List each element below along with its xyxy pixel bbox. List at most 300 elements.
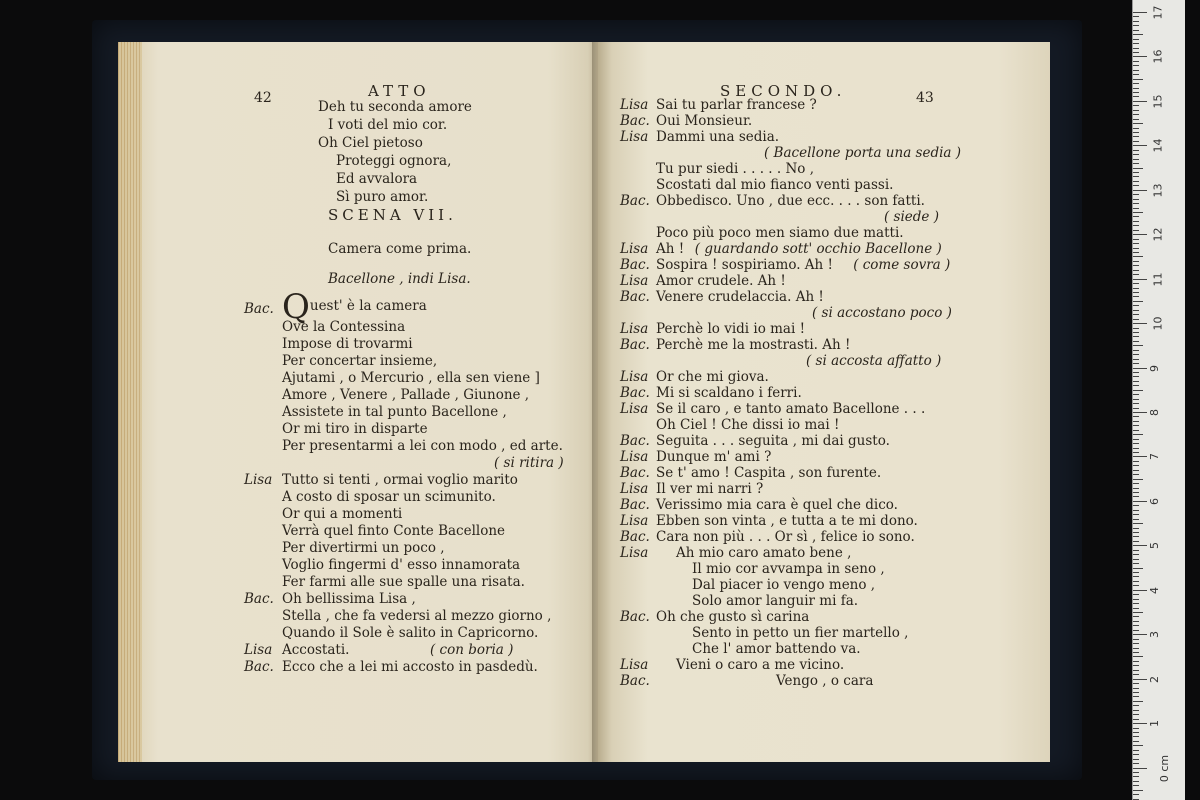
ruler-label: 4 — [1148, 586, 1161, 594]
ruler-tick — [1133, 292, 1139, 293]
ruler-tick — [1133, 239, 1139, 240]
ruler-tick — [1133, 61, 1139, 62]
ruler-label: 15 — [1151, 94, 1165, 109]
ruler-tick — [1133, 43, 1139, 44]
ruler-tick — [1133, 110, 1139, 111]
ruler-tick — [1133, 648, 1139, 649]
dialogue-line: Oh che gusto sì carina — [656, 609, 810, 625]
speaker-name: Lisa — [244, 642, 273, 658]
ruler-tick — [1133, 323, 1147, 324]
ruler-tick — [1133, 288, 1139, 289]
ruler-tick — [1133, 381, 1139, 382]
ruler-tick — [1133, 683, 1139, 684]
dialogue-line: Oui Monsieur. — [656, 113, 753, 129]
speaker-name: Lisa — [620, 241, 649, 257]
ruler-tick — [1133, 554, 1139, 555]
ruler-tick — [1133, 528, 1139, 529]
speaker-name: Lisa — [620, 657, 649, 673]
ruler-tick — [1133, 416, 1139, 417]
ruler-tick — [1133, 301, 1143, 302]
speaker-name: Lisa — [620, 545, 649, 561]
ruler-tick — [1133, 39, 1139, 40]
dialogue-line: Per concertar insieme, — [282, 353, 438, 369]
dialogue-line: Amor crudele. Ah ! — [656, 273, 786, 289]
ruler-tick — [1133, 643, 1139, 644]
ruler-tick — [1133, 274, 1139, 275]
dialogue-line: Or mi tiro in disparte — [282, 421, 428, 437]
ruler-tick — [1133, 403, 1139, 404]
ruler-tick — [1133, 439, 1139, 440]
ruler-tick — [1133, 474, 1139, 475]
dialogue-line: Per presentarmi a lei con modo , ed arte. — [282, 438, 563, 454]
ruler-tick — [1133, 483, 1139, 484]
ruler-tick — [1133, 363, 1139, 364]
ruler-tick — [1133, 128, 1139, 129]
ruler-tick — [1133, 412, 1147, 413]
ruler-tick — [1133, 328, 1139, 329]
page-number: 43 — [916, 90, 934, 106]
stage-direction: ( guardando sott' occhio Bacellone ) — [694, 241, 942, 257]
ruler-tick — [1133, 21, 1139, 22]
ruler-tick — [1133, 736, 1139, 737]
speaker-name: Lisa — [620, 401, 649, 417]
dialogue-line: Or che mi giova. — [656, 369, 769, 385]
ruler-label: 16 — [1151, 49, 1165, 64]
stage-direction: ( si accosta affatto ) — [806, 353, 942, 369]
ruler-tick — [1133, 639, 1139, 640]
speaker-name: Bac. — [244, 591, 274, 607]
ruler-tick — [1133, 70, 1139, 71]
ruler-label: 0 cm — [1158, 754, 1172, 782]
ruler-tick — [1133, 599, 1139, 600]
ruler-tick — [1133, 354, 1139, 355]
ruler-tick — [1133, 372, 1139, 373]
ruler-tick — [1133, 772, 1139, 773]
ruler-label: 6 — [1148, 497, 1161, 505]
ruler-tick — [1133, 96, 1139, 97]
dialogue-line: Seguita . . . seguita , mi dai gusto. — [656, 433, 890, 449]
dialogue-line: Impose di trovarmi — [282, 336, 413, 352]
ruler-tick — [1133, 74, 1139, 75]
ruler-label: 11 — [1151, 272, 1165, 287]
ruler-tick — [1133, 430, 1139, 431]
ruler-tick — [1133, 661, 1139, 662]
ruler-tick — [1133, 608, 1139, 609]
ruler-tick — [1133, 305, 1139, 306]
ruler-tick — [1133, 785, 1139, 786]
dialogue-line: Solo amor languir mi fa. — [692, 593, 859, 609]
dialogue-line: Voglio fingermi d' esso innamorata — [282, 557, 521, 573]
ruler-tick — [1133, 79, 1143, 80]
ruler-tick — [1133, 594, 1139, 595]
ruler-tick — [1133, 470, 1139, 471]
dialogue-line: Ecco che a lei mi accosto in pasdedù. — [282, 659, 538, 675]
ruler-tick — [1133, 221, 1139, 222]
page-edges — [118, 42, 142, 762]
ruler-tick — [1133, 679, 1147, 680]
speaker-name: Lisa — [620, 369, 649, 385]
ruler-tick — [1133, 341, 1139, 342]
speaker-name: Lisa — [244, 472, 273, 488]
ruler-tick — [1133, 768, 1147, 769]
dialogue-line: Oh bellissima Lisa , — [282, 591, 416, 607]
ruler-tick — [1133, 199, 1139, 200]
ruler-tick — [1133, 674, 1139, 675]
ruler-tick — [1133, 154, 1139, 155]
ruler-tick — [1133, 559, 1139, 560]
scene-characters: Bacellone , indi Lisa. — [328, 271, 471, 287]
ruler-tick — [1133, 505, 1139, 506]
verse-line: Sì puro amor. — [336, 189, 429, 205]
dialogue-line: Amore , Venere , Pallade , Giunone , — [282, 387, 530, 403]
ruler-tick — [1133, 603, 1139, 604]
ruler-tick — [1133, 394, 1139, 395]
ruler-tick — [1133, 52, 1139, 53]
speaker-name: Bac. — [244, 301, 274, 317]
ruler-tick — [1133, 421, 1139, 422]
ruler-tick — [1133, 16, 1139, 17]
dialogue-line: Sai tu parlar francese ? — [656, 97, 817, 113]
ruler-tick — [1133, 114, 1139, 115]
ruler-tick — [1133, 465, 1139, 466]
speaker-name: Bac. — [620, 337, 650, 353]
ruler-tick — [1133, 652, 1139, 653]
ruler-tick — [1133, 754, 1139, 755]
ruler-tick — [1133, 176, 1139, 177]
ruler-tick — [1133, 581, 1139, 582]
ruler-tick — [1133, 132, 1139, 133]
dialogue-line: Sospira ! sospiriamo. Ah ! — [656, 257, 833, 273]
ruler-tick — [1133, 479, 1143, 480]
ruler-label: 10 — [1151, 316, 1165, 331]
dialogue-line: Verissimo mia cara è quel che dico. — [656, 497, 898, 513]
dialogue-line: Ebben son vinta , e tutta a te mi dono. — [656, 513, 918, 529]
ruler-tick — [1133, 234, 1147, 235]
verse-line: I voti del mio cor. — [328, 117, 448, 133]
ruler-tick — [1133, 510, 1139, 511]
dialogue-line: Il mio cor avvampa in seno , — [692, 561, 885, 577]
dialogue-line: Assistete in tal punto Bacellone , — [282, 404, 507, 420]
stage-direction: ( si accostano poco ) — [812, 305, 952, 321]
ruler-tick — [1133, 625, 1139, 626]
ruler-tick — [1133, 185, 1139, 186]
ruler-tick — [1133, 350, 1139, 351]
ruler-tick — [1133, 123, 1143, 124]
speaker-name: Bac. — [244, 659, 274, 675]
drop-capital: Q — [282, 287, 310, 327]
dialogue-line: Se t' amo ! Caspita , son furente. — [656, 465, 882, 481]
ruler-tick — [1133, 314, 1139, 315]
ruler-tick — [1133, 696, 1139, 697]
ruler-tick — [1133, 88, 1139, 89]
stage-direction: ( con boria ) — [430, 642, 514, 658]
dialogue-line: Ove la Contessina — [282, 319, 406, 335]
ruler-tick — [1133, 732, 1139, 733]
ruler-tick — [1133, 194, 1139, 195]
page-number: 42 — [254, 90, 272, 106]
ruler-tick — [1133, 408, 1139, 409]
ruler-tick — [1133, 12, 1147, 13]
ruler-tick — [1133, 763, 1139, 764]
ruler-tick — [1133, 225, 1139, 226]
ruler-label: 5 — [1148, 542, 1161, 550]
dialogue-line: Se il caro , e tanto amato Bacellone . . . — [656, 401, 926, 417]
ruler-tick — [1133, 159, 1139, 160]
ruler-tick — [1133, 425, 1139, 426]
dialogue-line: Sento in petto un fier martello , — [692, 625, 909, 641]
dialogue-line: Perchè lo vidi io mai ! — [656, 321, 806, 337]
ruler-tick — [1133, 212, 1143, 213]
ruler-label: 7 — [1148, 453, 1161, 461]
ruler-tick — [1133, 621, 1139, 622]
speaker-name: Bac. — [620, 609, 650, 625]
ruler-tick — [1133, 25, 1139, 26]
right-page — [598, 42, 1050, 762]
scene-heading: SCENA VII. — [328, 206, 457, 224]
ruler-label: 17 — [1151, 5, 1165, 20]
stage-direction: ( siede ) — [884, 209, 939, 225]
ruler-tick — [1133, 794, 1139, 795]
stage-direction: ( Bacellone porta una sedia ) — [764, 145, 962, 161]
ruler-tick — [1133, 501, 1147, 502]
ruler-tick — [1133, 248, 1139, 249]
speaker-name: Bac. — [620, 257, 650, 273]
ruler-tick — [1133, 34, 1143, 35]
ruler-tick — [1133, 576, 1139, 577]
ruler-tick — [1133, 563, 1139, 564]
dialogue-line: Dammi una sedia. — [656, 129, 780, 145]
dialogue-line: Accostati. — [282, 642, 350, 658]
dialogue-line: Il ver mi narri ? — [656, 481, 764, 497]
dialogue-line: Vieni o caro a me vicino. — [676, 657, 845, 673]
stage-direction: ( come sovra ) — [853, 257, 951, 273]
speaker-name: Lisa — [620, 481, 649, 497]
speaker-name: Bac. — [620, 673, 650, 689]
ruler-tick — [1133, 728, 1139, 729]
dialogue-line: Venere crudelaccia. Ah ! — [656, 289, 824, 305]
dialogue-line: Ajutami , o Mercurio , ella sen viene ] — [282, 370, 540, 386]
speaker-name: Bac. — [620, 529, 650, 545]
ruler-label: 12 — [1151, 227, 1165, 242]
ruler-tick — [1133, 701, 1143, 702]
ruler-tick — [1133, 163, 1139, 164]
dialogue-line: Verrà quel finto Conte Bacellone — [282, 523, 506, 539]
ruler-tick — [1133, 568, 1143, 569]
ruler-tick — [1133, 119, 1139, 120]
left-page — [118, 42, 600, 762]
dialogue-line: Ah ! — [656, 241, 685, 257]
dialogue-line: Tu pur siedi . . . . . No , — [656, 161, 814, 177]
dialogue-line: Vengo , o cara — [776, 673, 874, 689]
ruler-tick — [1133, 279, 1147, 280]
measurement-ruler — [1132, 0, 1185, 800]
ruler-tick — [1133, 230, 1139, 231]
ruler-tick — [1133, 150, 1139, 151]
ruler-tick — [1133, 461, 1139, 462]
ruler-tick — [1133, 550, 1139, 551]
ruler-tick — [1133, 265, 1139, 266]
ruler-tick — [1133, 190, 1147, 191]
dialogue-line: Fer farmi alle sue spalle una risata. — [282, 574, 525, 590]
ruler-tick — [1133, 745, 1143, 746]
dialogue-line: Oh Ciel ! Che dissi io mai ! — [656, 417, 840, 433]
ruler-tick — [1133, 30, 1139, 31]
ruler-tick — [1133, 256, 1143, 257]
ruler-tick — [1133, 656, 1143, 657]
ruler-tick — [1133, 319, 1139, 320]
ruler-tick — [1133, 296, 1139, 297]
verse-line: Ed avvalora — [336, 171, 418, 187]
ruler-tick — [1133, 523, 1143, 524]
speaker-name: Bac. — [620, 433, 650, 449]
ruler-tick — [1133, 101, 1147, 102]
ruler-tick — [1133, 310, 1139, 311]
speaker-name: Lisa — [620, 129, 649, 145]
dialogue-line: Stella , che fa vedersi al mezzo giorno , — [282, 608, 552, 624]
verse-line: Proteggi ognora, — [336, 153, 452, 169]
ruler-tick — [1133, 532, 1139, 533]
speaker-name: Lisa — [620, 273, 649, 289]
ruler-tick — [1133, 141, 1139, 142]
ruler-tick — [1133, 759, 1139, 760]
speaker-name: Bac. — [620, 113, 650, 129]
dialogue-line: Dunque m' ami ? — [656, 449, 772, 465]
ruler-label: 3 — [1148, 631, 1161, 639]
dialogue-line: Dal piacer io vengo meno , — [692, 577, 876, 593]
ruler-tick — [1133, 514, 1139, 515]
ruler-tick — [1133, 634, 1147, 635]
ruler-tick — [1133, 145, 1147, 146]
speaker-name: Bac. — [620, 497, 650, 513]
dialogue-line: Quando il Sole è salito in Capricorno. — [282, 625, 539, 641]
ruler-tick — [1133, 630, 1139, 631]
dialogue-line: Ah mio caro amato bene , — [676, 545, 852, 561]
dialogue-line: Che l' amor battendo va. — [692, 641, 861, 657]
ruler-tick — [1133, 136, 1139, 137]
ruler-tick — [1133, 670, 1139, 671]
ruler-tick — [1133, 545, 1147, 546]
ruler-tick — [1133, 616, 1139, 617]
ruler-tick — [1133, 48, 1139, 49]
running-head: ATTO — [368, 82, 431, 100]
ruler-label: 2 — [1148, 675, 1161, 683]
speaker-name: Bac. — [620, 289, 650, 305]
ruler-tick — [1133, 723, 1147, 724]
dialogue-text: uest' è la camera — [309, 298, 427, 314]
ruler-label: 14 — [1151, 138, 1165, 153]
ruler-tick — [1133, 692, 1139, 693]
ruler-tick — [1133, 541, 1139, 542]
ruler-tick — [1133, 750, 1139, 751]
ruler-tick — [1133, 448, 1139, 449]
ruler-tick — [1133, 781, 1139, 782]
ruler-tick — [1133, 434, 1143, 435]
verse-line: Deh tu seconda amore — [318, 99, 472, 115]
ruler-tick — [1133, 181, 1139, 182]
ruler-tick — [1133, 488, 1139, 489]
ruler-tick — [1133, 536, 1139, 537]
dialogue-line: Poco più poco men siamo due matti. — [656, 225, 904, 241]
speaker-name: Bac. — [620, 465, 650, 481]
dialogue-line: Per divertirmi un poco , — [282, 540, 445, 556]
ruler-label: 8 — [1148, 409, 1161, 416]
ruler-tick — [1133, 168, 1143, 169]
ruler-tick — [1133, 790, 1143, 791]
dialogue-line: Mi si scaldano i ferri. — [656, 385, 802, 401]
ruler-tick — [1133, 252, 1139, 253]
ruler-tick — [1133, 452, 1139, 453]
ruler-tick — [1133, 283, 1139, 284]
ruler-tick — [1133, 572, 1139, 573]
speaker-name: Lisa — [620, 449, 649, 465]
ruler-label: 9 — [1148, 364, 1161, 372]
ruler-tick — [1133, 492, 1139, 493]
ruler-tick — [1133, 345, 1143, 346]
ruler-tick — [1133, 443, 1139, 444]
ruler-tick — [1133, 172, 1139, 173]
ruler-tick — [1133, 261, 1139, 262]
ruler-tick — [1133, 336, 1139, 337]
speaker-name: Bac. — [620, 385, 650, 401]
ruler-tick — [1133, 585, 1139, 586]
ruler-tick — [1133, 705, 1139, 706]
ruler-tick — [1133, 208, 1139, 209]
dialogue-line: Tutto si tenti , ormai voglio marito — [282, 472, 518, 488]
ruler-tick — [1133, 203, 1139, 204]
dialogue-line: A costo di sposar un scimunito. — [282, 489, 496, 505]
dialogue-line: Scostati dal mio fianco venti passi. — [656, 177, 894, 193]
ruler-tick — [1133, 714, 1139, 715]
ruler-label: 1 — [1148, 720, 1161, 728]
ruler-tick — [1133, 456, 1147, 457]
ruler-tick — [1133, 243, 1139, 244]
ruler-tick — [1133, 376, 1139, 377]
ruler-tick — [1133, 83, 1139, 84]
ruler-tick — [1133, 359, 1139, 360]
speaker-name: Lisa — [620, 513, 649, 529]
ruler-tick — [1133, 496, 1139, 497]
dialogue-line: Obbedisco. Uno , due ecc. . . . son fatti. — [656, 193, 925, 209]
ruler-tick — [1133, 399, 1139, 400]
speaker-name: Lisa — [620, 321, 649, 337]
speaker-name: Bac. — [620, 193, 650, 209]
ruler-tick — [1133, 519, 1139, 520]
scene-setting: Camera come prima. — [328, 241, 472, 257]
speaker-name: Lisa — [620, 97, 649, 113]
ruler-tick — [1133, 612, 1143, 613]
ruler-tick — [1133, 776, 1139, 777]
verse-line: Oh Ciel pietoso — [318, 135, 423, 151]
ruler-tick — [1133, 368, 1147, 369]
running-head: SECONDO. — [720, 82, 847, 100]
ruler-tick — [1133, 92, 1139, 93]
ruler-tick — [1133, 390, 1143, 391]
ruler-tick — [1133, 332, 1139, 333]
ruler-tick — [1133, 719, 1139, 720]
ruler-tick — [1133, 385, 1139, 386]
ruler-tick — [1133, 270, 1139, 271]
ruler-tick — [1133, 56, 1147, 57]
ruler-tick — [1133, 105, 1139, 106]
stage-direction: ( si ritira ) — [494, 455, 564, 471]
ruler-tick — [1133, 665, 1139, 666]
ruler-tick — [1133, 216, 1139, 217]
ruler-tick — [1133, 710, 1139, 711]
dialogue-line: Perchè me la mostrasti. Ah ! — [656, 337, 851, 353]
ruler-tick — [1133, 741, 1139, 742]
ruler-label: 13 — [1151, 183, 1165, 198]
ruler-tick — [1133, 590, 1147, 591]
